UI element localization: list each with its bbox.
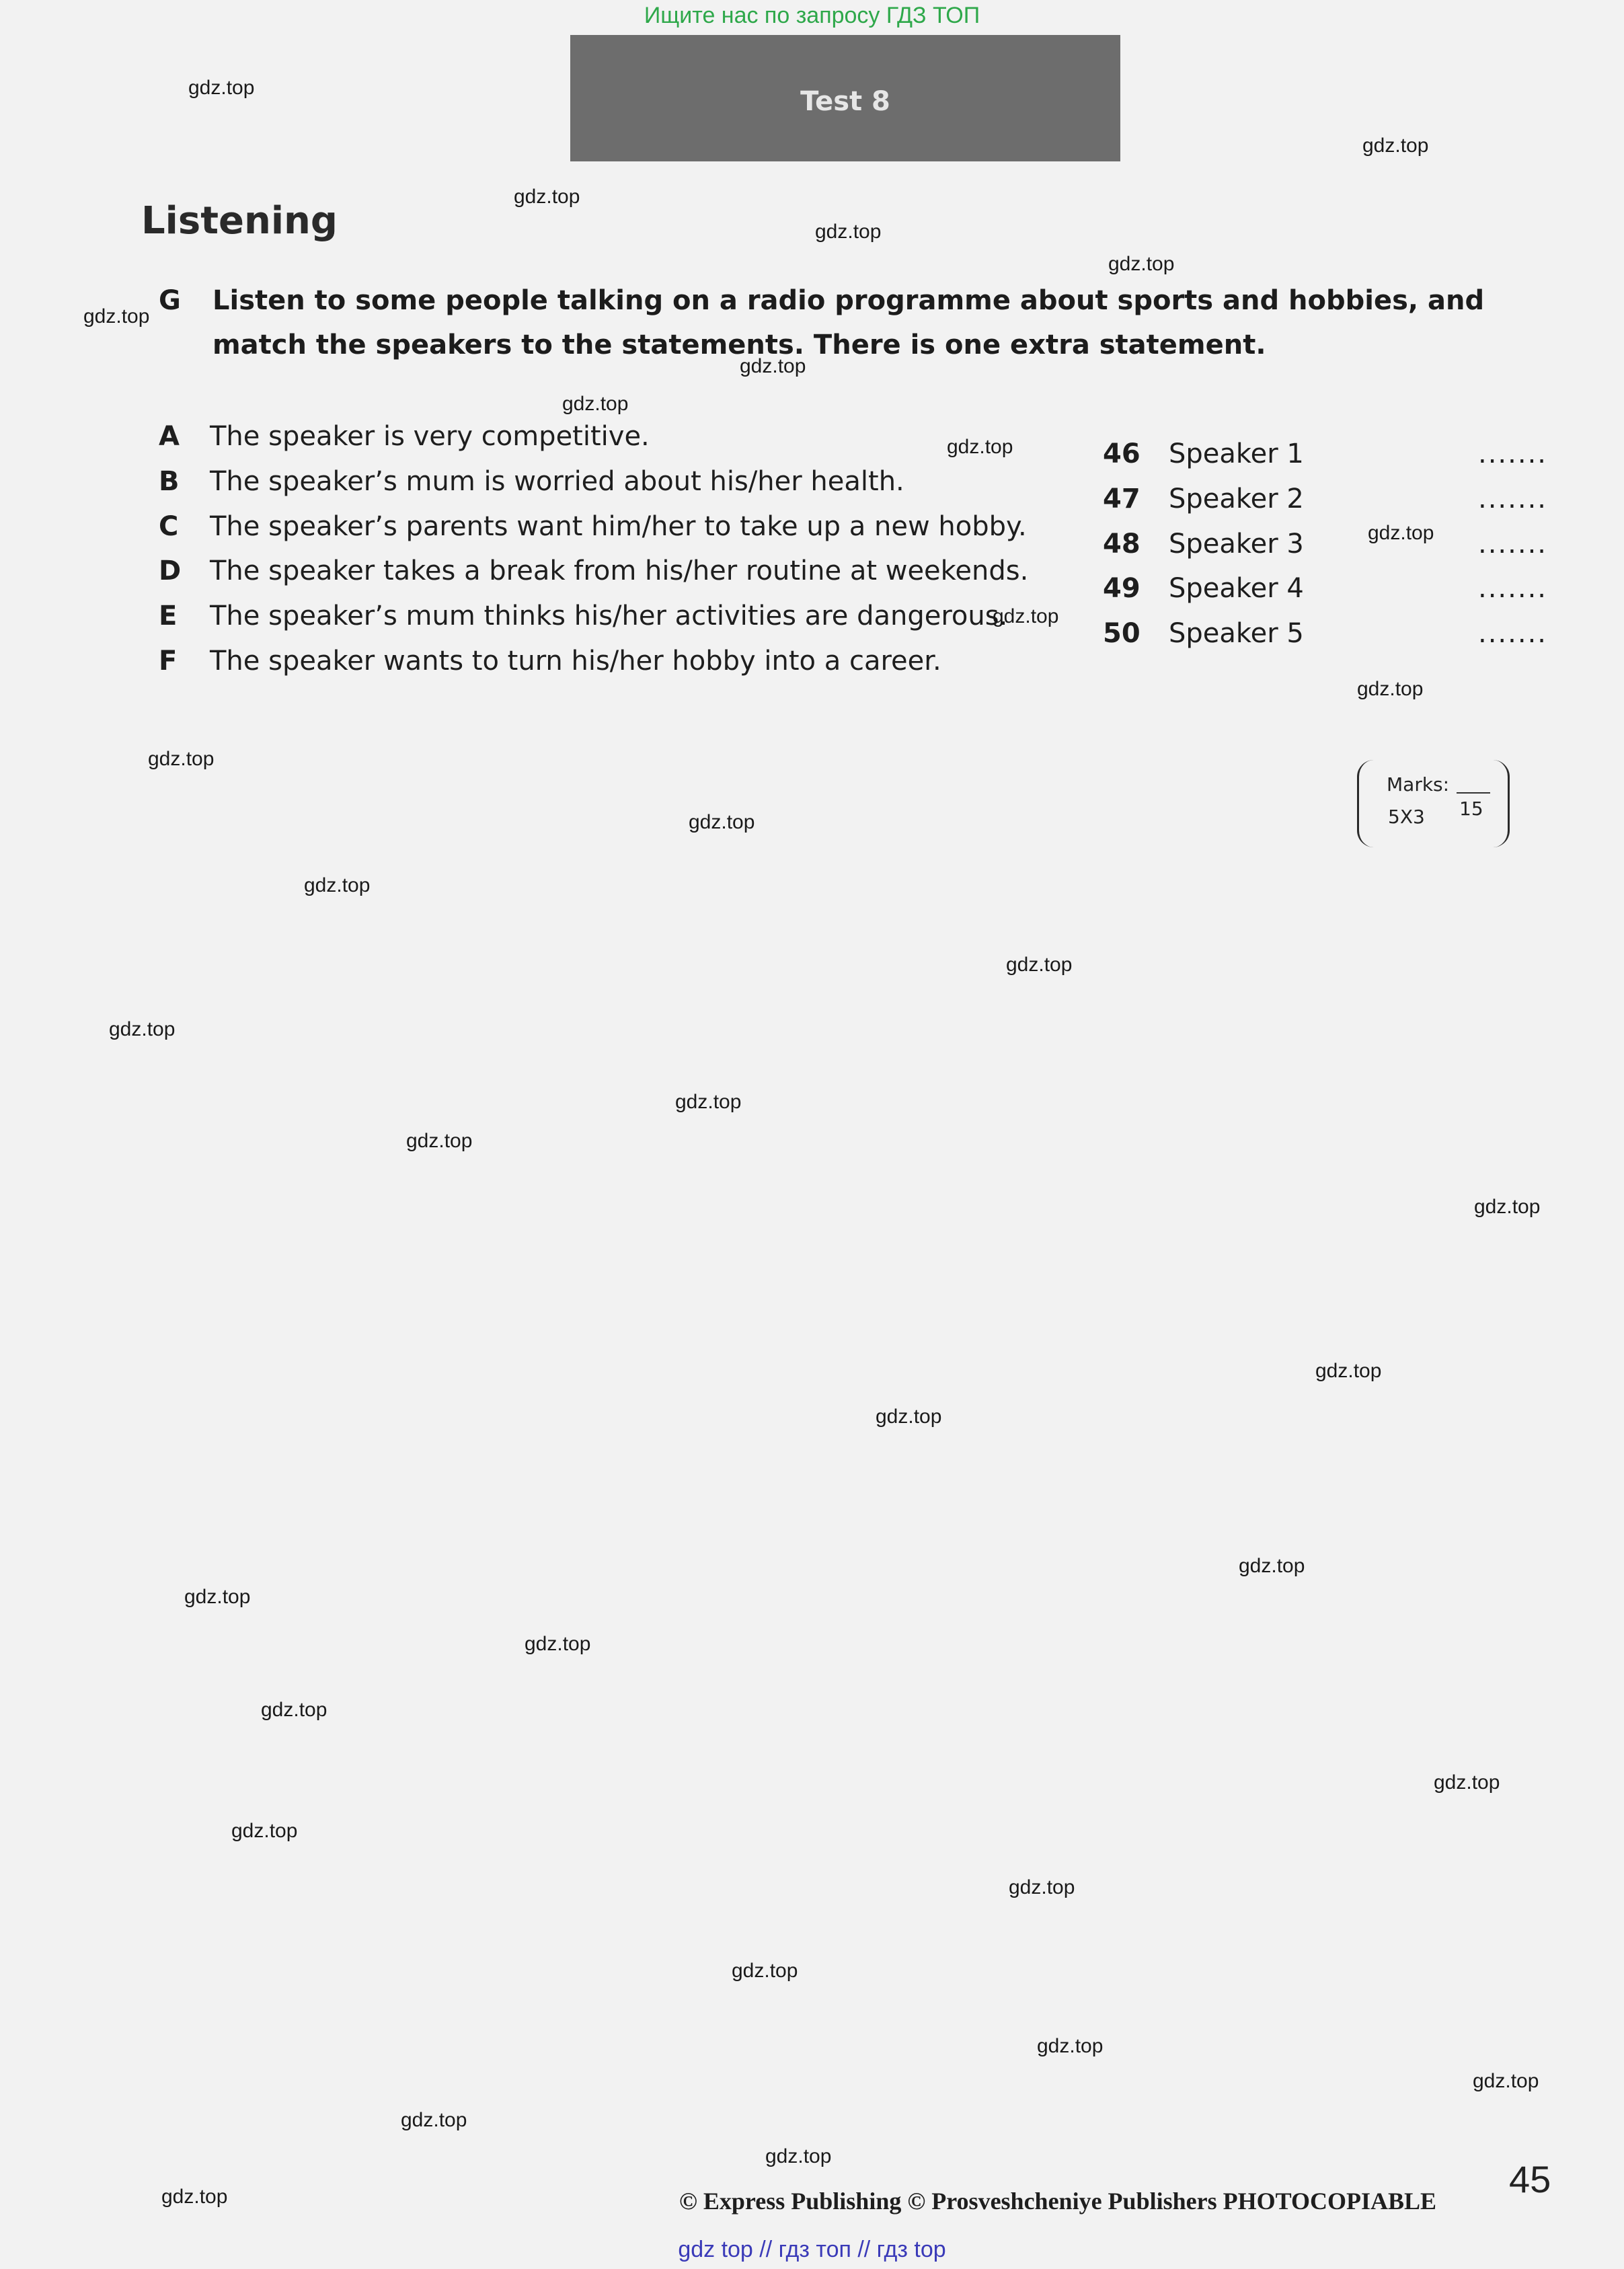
task-text: Listen to some people talking on a radio programme about sports and hobbies, and match the speakers to the statements. There is one extra statement.	[212, 285, 1485, 360]
watermark: gdz.top	[188, 77, 255, 99]
statement-letter: E	[159, 601, 178, 631]
statement-b	[159, 466, 904, 497]
watermark: gdz.top	[83, 305, 150, 328]
speaker-label: Speaker 4	[1169, 573, 1304, 604]
statement-text: The speaker’s mum is worried about his/her health.	[210, 466, 904, 497]
statement-letter: A	[159, 421, 180, 452]
watermark: gdz.top	[1434, 1771, 1500, 1794]
watermark: gdz.top	[1006, 954, 1073, 976]
watermark: gdz.top	[732, 1960, 798, 1982]
answer-blank[interactable]: .......	[1478, 484, 1548, 514]
match-row-49	[1103, 573, 1547, 604]
watermark: gdz.top	[161, 2186, 228, 2208]
watermark: gdz.top	[514, 186, 580, 208]
marks-label: Marks:	[1387, 773, 1450, 796]
watermark: gdz.top	[109, 1018, 176, 1040]
answer-blank[interactable]: .......	[1478, 438, 1548, 469]
statement-text: The speaker is very competitive.	[210, 421, 650, 452]
watermark: gdz.top	[406, 1130, 473, 1152]
watermark: gdz.top	[740, 355, 806, 377]
watermark: gdz.top	[1315, 1360, 1382, 1382]
watermark: gdz.top	[947, 436, 1013, 458]
watermark: gdz.top	[1474, 1196, 1541, 1218]
statement-letter: C	[159, 511, 179, 542]
statement-letter: D	[159, 555, 182, 586]
marks-formula: 5X3	[1388, 806, 1425, 828]
watermark: gdz.top	[689, 811, 755, 833]
watermark: gdz.top	[1108, 253, 1175, 275]
task-letter: G	[159, 285, 181, 316]
speaker-label: Speaker 1	[1169, 438, 1304, 469]
watermark: gdz.top	[525, 1633, 591, 1655]
speaker-label: Speaker 5	[1169, 618, 1304, 649]
question-number: 49	[1103, 573, 1140, 604]
watermark: gdz.top	[1009, 1876, 1075, 1898]
watermark: gdz.top	[1037, 2035, 1104, 2057]
match-row-47	[1103, 484, 1547, 514]
copyright-footer: © Express Publishing © Prosveshcheniye Publishers PHOTOCOPIABLE	[679, 2188, 1436, 2215]
question-number: 46	[1103, 438, 1140, 469]
question-number: 47	[1103, 484, 1140, 514]
watermark: gdz.top	[765, 2145, 832, 2167]
match-row-48	[1103, 529, 1547, 560]
watermark: gdz.top	[231, 1820, 298, 1842]
statement-e	[159, 601, 1007, 631]
page-number: 45	[1509, 2158, 1551, 2200]
marks-total: 15	[1459, 798, 1483, 820]
watermark: gdz.top	[184, 1586, 251, 1608]
answer-blank[interactable]: .......	[1478, 618, 1548, 649]
watermark: gdz.top	[1362, 134, 1429, 157]
statement-text: The speaker’s mum thinks his/her activities are dangerous.	[210, 601, 1008, 631]
speaker-label: Speaker 3	[1169, 529, 1304, 560]
top-banner[interactable]: Ищите нас по запросу ГДЗ ТОП	[644, 3, 980, 28]
statement-text: The speaker’s parents want him/her to take up a new hobby.	[210, 511, 1027, 542]
statement-f	[159, 646, 941, 677]
watermark: gdz.top	[1239, 1555, 1305, 1577]
statement-letter: B	[159, 466, 180, 497]
statement-text: The speaker wants to turn his/her hobby into a career.	[210, 646, 941, 677]
question-number: 50	[1103, 618, 1140, 649]
statement-a	[159, 421, 650, 452]
bottom-banner[interactable]: gdz top // гдз топ // гдз top	[678, 2237, 946, 2262]
question-number: 48	[1103, 529, 1140, 560]
watermark: gdz.top	[562, 393, 629, 415]
watermark: gdz.top	[993, 605, 1059, 627]
test-title: Test 8	[800, 86, 890, 117]
section-title: Listening	[141, 199, 338, 243]
watermark: gdz.top	[1368, 522, 1434, 544]
watermark: gdz.top	[1357, 678, 1424, 700]
watermark: gdz.top	[148, 748, 215, 770]
answer-blank[interactable]: .......	[1478, 573, 1548, 604]
marks-bracket-right	[1493, 760, 1510, 847]
marks-score-blank[interactable]	[1457, 792, 1490, 794]
statement-letter: F	[159, 646, 178, 677]
watermark: gdz.top	[876, 1406, 942, 1428]
watermark: gdz.top	[261, 1699, 327, 1721]
watermark: gdz.top	[675, 1091, 742, 1113]
statement-text: The speaker takes a break from his/her routine at weekends.	[210, 555, 1029, 586]
match-row-46	[1103, 438, 1547, 469]
watermark: gdz.top	[304, 874, 371, 896]
statement-d	[159, 555, 1028, 586]
marks-bracket-left	[1357, 760, 1374, 847]
watermark: gdz.top	[401, 2109, 467, 2131]
match-row-50	[1103, 618, 1547, 649]
statement-c	[159, 511, 1027, 542]
answer-blank[interactable]: .......	[1478, 529, 1548, 560]
watermark: gdz.top	[1473, 2070, 1539, 2092]
speaker-label: Speaker 2	[1169, 484, 1304, 514]
watermark: gdz.top	[815, 221, 882, 243]
